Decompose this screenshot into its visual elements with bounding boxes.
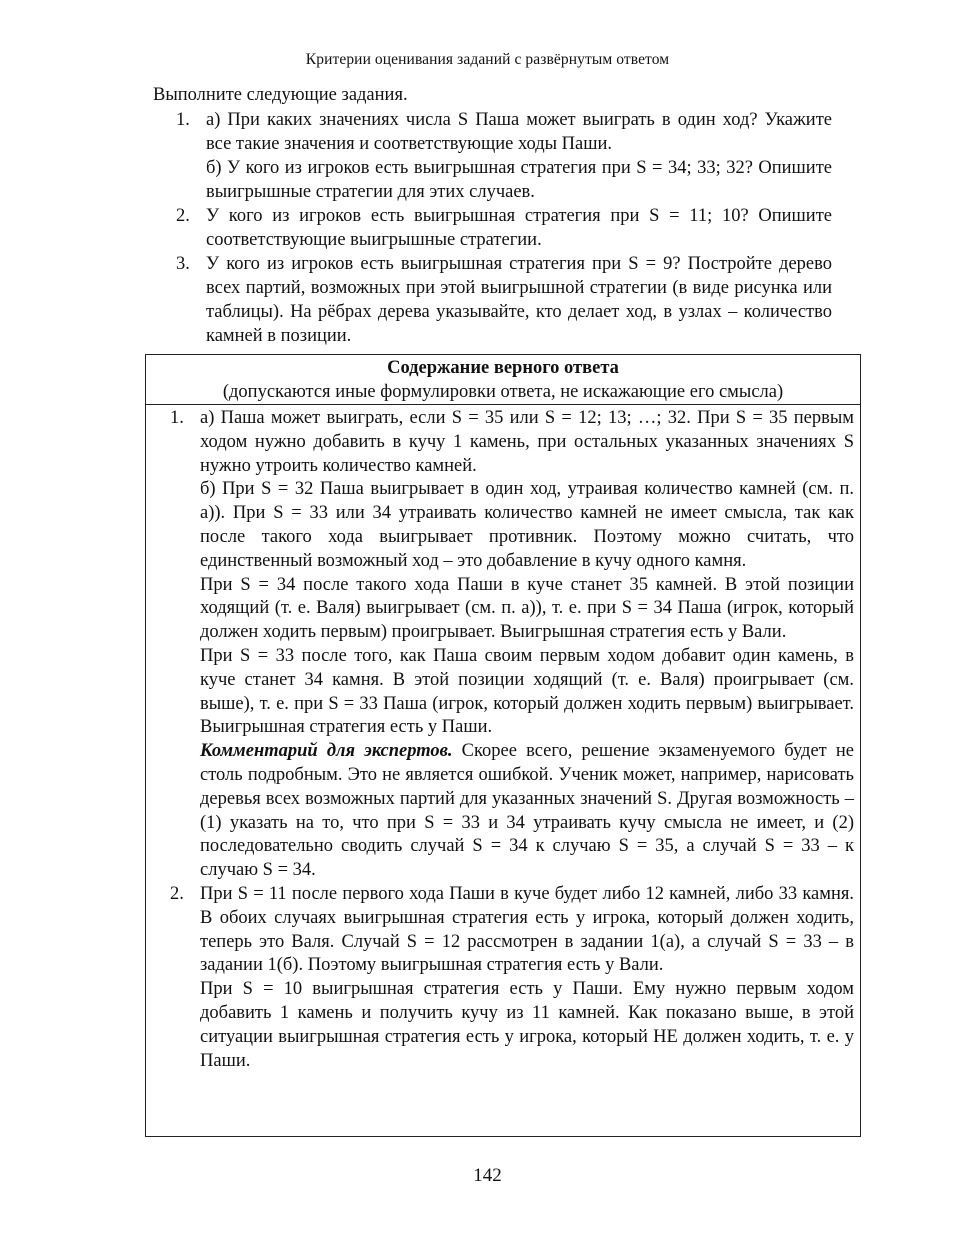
expert-comment-label: Комментарий для экспертов. [200, 741, 453, 762]
answer-box-body [146, 405, 860, 1073]
answer-paragraph: При S = 10 выигрышная стратегия есть у Паши. Ему нужно первым ходом добавить 1 камень и получить кучу из 11 камней. Как показано выше, в этой ситуации выигрышная стратегия есть у игрока, который НЕ должен ходить, т. е. у Паши. [200, 979, 854, 1071]
task-number: 1. [176, 110, 190, 130]
answer-box-title: Содержание верного ответа [387, 358, 619, 378]
task-paragraph: а) При каких значениях числа S Паша может выиграть в один ход? Укажите все такие значения и соответствующие ходы Паши. [206, 110, 832, 154]
answer-box-header [146, 355, 860, 405]
task-paragraph: б) У кого из игроков есть выигрышная стратегия при S = 34; 33; 32? Опишите выигрышные стратегии для этих случаев. [206, 158, 832, 202]
answer-item-2 [170, 883, 854, 1073]
task-item-1 [176, 108, 832, 204]
task-number: 3. [176, 254, 190, 274]
answer-box [145, 354, 861, 1137]
task-number: 2. [176, 206, 190, 226]
answer-paragraph: При S = 33 после того, как Паша своим первым ходом добавит один камень, в куче станет 34 камня. В этой позиции ходящий (т. е. Валя) проигрывает (см. выше), т. е. при S = 33 Паша (игрок, который должен ходить первым) выигрывает. Выигрышная стратегия есть у Паши. [200, 645, 854, 738]
page-number: 142 [473, 1165, 502, 1186]
task-item-2 [176, 204, 832, 252]
expert-comment-text: Скорее всего, решение экзаменуемого будет не столь подробным. Это не является ошибкой. Ученик может, например, нарисовать деревья всех возможных партий для указанных значений S. Другая возможность – (1) указать на то, что при S = 33 и 34 утраивать кучу смысла не имеет, и (2) последовательно сводить случай S = 34 к случаю S = 35, а случай S = 33 – к случаю S = 34. [200, 741, 854, 881]
task-item-3 [176, 252, 832, 348]
answer-number: 2. [170, 883, 184, 904]
answer-box-subtitle: (допускаются иные формулировки ответа, не искажающие его смысла) [222, 382, 784, 402]
task-paragraph: У кого из игроков есть выигрышная стратегия при S = 9? Постройте дерево всех партий, возможных при этой выигрышной стратегии (в виде рисунка или таблицы). На рёбрах дерева указывайте, кто делает ход, в узлах – количество камней в позиции. [206, 254, 832, 346]
intro-text: Выполните следующие задания. [153, 85, 408, 105]
answer-item-1 [170, 407, 854, 883]
answer-paragraph: При S = 11 после первого хода Паши в куче будет либо 12 камней, либо 33 камня. В обоих случаях выигрышная стратегия есть у игрока, который должен ходить, теперь это Валя. Случай S = 12 рассмотрен в задании 1(а), а случай S = 33 – в задании 1(б). Поэтому выигрышная стратегия есть у Вали. [200, 883, 854, 976]
running-title: Критерии оценивания заданий с развёрнутым ответом [305, 51, 670, 68]
expert-comment [200, 740, 854, 883]
task-list [176, 108, 832, 348]
task-paragraph: У кого из игроков есть выигрышная стратегия при S = 11; 10? Опишите соответствующие выигрышные стратегии. [206, 206, 832, 250]
answer-number: 1. [170, 408, 184, 428]
answer-paragraph: а) Паша может выиграть, если S = 35 или S = 12; 13; …; 32. При S = 35 первым ходом нужно добавить в кучу 1 камень, при остальных указанных значениях S нужно утроить количество камней. [200, 408, 854, 476]
answer-paragraph: б) При S = 32 Паша выигрывает в один ход, утраивая количество камней (см. п. а)). При S = 33 или 34 утраивать количество камней не имеет смысла, так как после такого хода выигрывает противник. Поэтому можно считать, что единственный возможный ход – это добавление в кучу одного камня. [200, 479, 854, 571]
answer-paragraph: При S = 34 после такого хода Паши в куче станет 35 камней. В этой позиции ходящий (т. е. Валя) выигрывает (см. п. а)), т. е. при S = 34 Паша (игрок, который должен ходить первым) проигрывает. Выигрышная стратегия есть у Вали. [200, 574, 854, 643]
